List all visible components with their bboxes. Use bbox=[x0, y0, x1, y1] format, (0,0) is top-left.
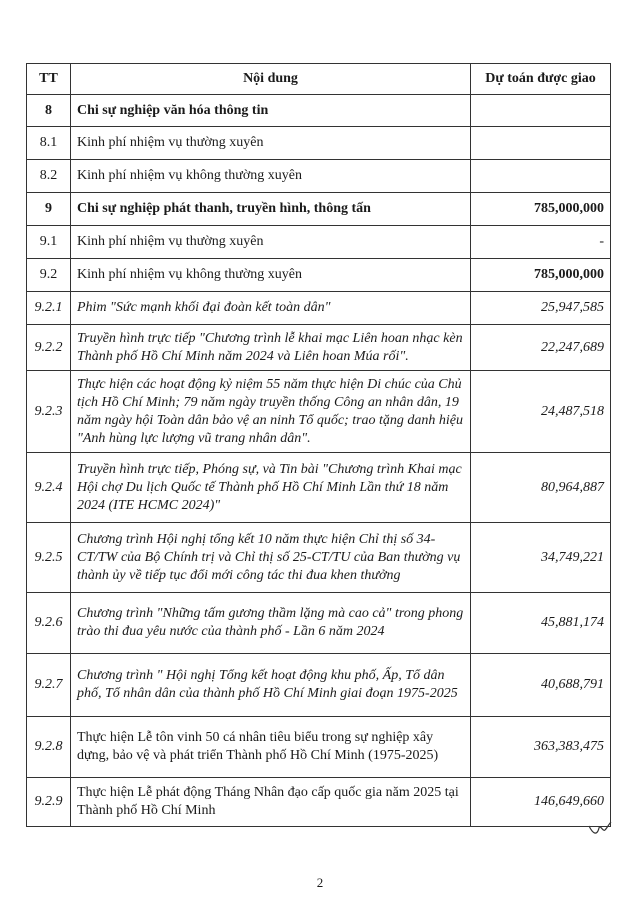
row-amount: 363,383,475 bbox=[471, 717, 611, 778]
header-tt: TT bbox=[27, 64, 71, 95]
row-content: Thực hiện Lễ tôn vinh 50 cá nhân tiêu biểu trong sự nghiệp xây dựng, bảo vệ và phát triển Thành phố Hồ Chí Minh (1975-2025) bbox=[71, 717, 471, 778]
table-row bbox=[27, 453, 611, 523]
table-row bbox=[27, 160, 611, 193]
row-content: Chi sự nghiệp văn hóa thông tin bbox=[71, 95, 471, 127]
row-amount: 146,649,660 bbox=[471, 778, 611, 827]
table-row bbox=[27, 193, 611, 226]
row-content: Kinh phí nhiệm vụ không thường xuyên bbox=[71, 259, 471, 292]
row-tt: 9.1 bbox=[27, 226, 71, 259]
row-tt: 9.2.8 bbox=[27, 717, 71, 778]
table-row bbox=[27, 292, 611, 325]
row-content: Phim "Sức mạnh khối đại đoàn kết toàn dân" bbox=[71, 292, 471, 325]
table-row bbox=[27, 259, 611, 292]
table-row bbox=[27, 127, 611, 160]
row-content: Chương trình "Những tấm gương thầm lặng mà cao cả" trong phong trào thi đua yêu nước của thành phố - Lần 6 năm 2024 bbox=[71, 593, 471, 654]
table-row bbox=[27, 95, 611, 127]
row-amount: 25,947,585 bbox=[471, 292, 611, 325]
table-header-row bbox=[27, 64, 611, 95]
row-tt: 9.2.7 bbox=[27, 654, 71, 717]
row-amount: 785,000,000 bbox=[471, 259, 611, 292]
row-tt: 8.1 bbox=[27, 127, 71, 160]
row-content: Thực hiện Lễ phát động Tháng Nhân đạo cấp quốc gia năm 2025 tại Thành phố Hồ Chí Minh bbox=[71, 778, 471, 827]
row-content: Truyền hình trực tiếp, Phóng sự, và Tin bài "Chương trình Khai mạc Hội chợ Du lịch Quốc tế Thành phố Hồ Chí Minh Lần thứ 18 năm 2024 (ITE HCMC 2024)" bbox=[71, 453, 471, 523]
table-row bbox=[27, 371, 611, 453]
row-amount: 24,487,518 bbox=[471, 371, 611, 453]
row-amount bbox=[471, 160, 611, 193]
row-tt: 9.2.4 bbox=[27, 453, 71, 523]
table-row bbox=[27, 325, 611, 371]
row-tt: 9.2.3 bbox=[27, 371, 71, 453]
handwritten-initial-mark bbox=[585, 818, 615, 840]
row-tt: 9.2.6 bbox=[27, 593, 71, 654]
row-amount bbox=[471, 95, 611, 127]
row-content: Thực hiện các hoạt động kỷ niệm 55 năm thực hiện Di chúc của Chủ tịch Hồ Chí Minh; 79 năm ngày truyền thống Công an nhân dân, 19 năm ngày hội Toàn dân bảo vệ an ninh Tổ quốc; trao tặng danh hiệu "Anh hùng lực lượng vũ trang nhân dân". bbox=[71, 371, 471, 453]
row-content: Kinh phí nhiệm vụ thường xuyên bbox=[71, 226, 471, 259]
budget-table bbox=[26, 63, 611, 827]
row-amount: 45,881,174 bbox=[471, 593, 611, 654]
row-amount: 785,000,000 bbox=[471, 193, 611, 226]
row-amount: 80,964,887 bbox=[471, 453, 611, 523]
row-tt: 8.2 bbox=[27, 160, 71, 193]
row-content: Kinh phí nhiệm vụ thường xuyên bbox=[71, 127, 471, 160]
table-row bbox=[27, 523, 611, 593]
table-row bbox=[27, 654, 611, 717]
table-row bbox=[27, 778, 611, 827]
row-tt: 9.2 bbox=[27, 259, 71, 292]
row-tt: 8 bbox=[27, 95, 71, 127]
row-content: Kinh phí nhiệm vụ không thường xuyên bbox=[71, 160, 471, 193]
row-tt: 9.2.9 bbox=[27, 778, 71, 827]
table-row bbox=[27, 226, 611, 259]
row-amount: 22,247,689 bbox=[471, 325, 611, 371]
row-content: Chương trình Hội nghị tổng kết 10 năm thực hiện Chỉ thị số 34-CT/TW của Bộ Chính trị và Chỉ thị số 25-CT/TU của Ban thường vụ thành ủy về tiếp tục đổi mới công tác thi đua khen thưởng bbox=[71, 523, 471, 593]
page-number: 2 bbox=[316, 875, 324, 890]
table-row bbox=[27, 717, 611, 778]
row-amount: 40,688,791 bbox=[471, 654, 611, 717]
header-content: Nội dung bbox=[71, 64, 471, 95]
row-tt: 9 bbox=[27, 193, 71, 226]
row-content: Truyền hình trực tiếp "Chương trình lễ khai mạc Liên hoan nhạc kèn Thành phố Hồ Chí Minh năm 2024 và Liên hoan Múa rối". bbox=[71, 325, 471, 371]
header-amount: Dự toán được giao bbox=[471, 64, 611, 95]
table-row bbox=[27, 593, 611, 654]
row-content: Chi sự nghiệp phát thanh, truyền hình, thông tấn bbox=[71, 193, 471, 226]
row-content: Chương trình " Hội nghị Tổng kết hoạt động khu phố, Ấp, Tổ dân phố, Tổ nhân dân của thành phố Hồ Chí Minh giai đoạn 1975-2025 bbox=[71, 654, 471, 717]
row-amount: 34,749,221 bbox=[471, 523, 611, 593]
row-tt: 9.2.5 bbox=[27, 523, 71, 593]
row-tt: 9.2.1 bbox=[27, 292, 71, 325]
row-tt: 9.2.2 bbox=[27, 325, 71, 371]
row-amount bbox=[471, 127, 611, 160]
row-amount: - bbox=[471, 226, 611, 259]
